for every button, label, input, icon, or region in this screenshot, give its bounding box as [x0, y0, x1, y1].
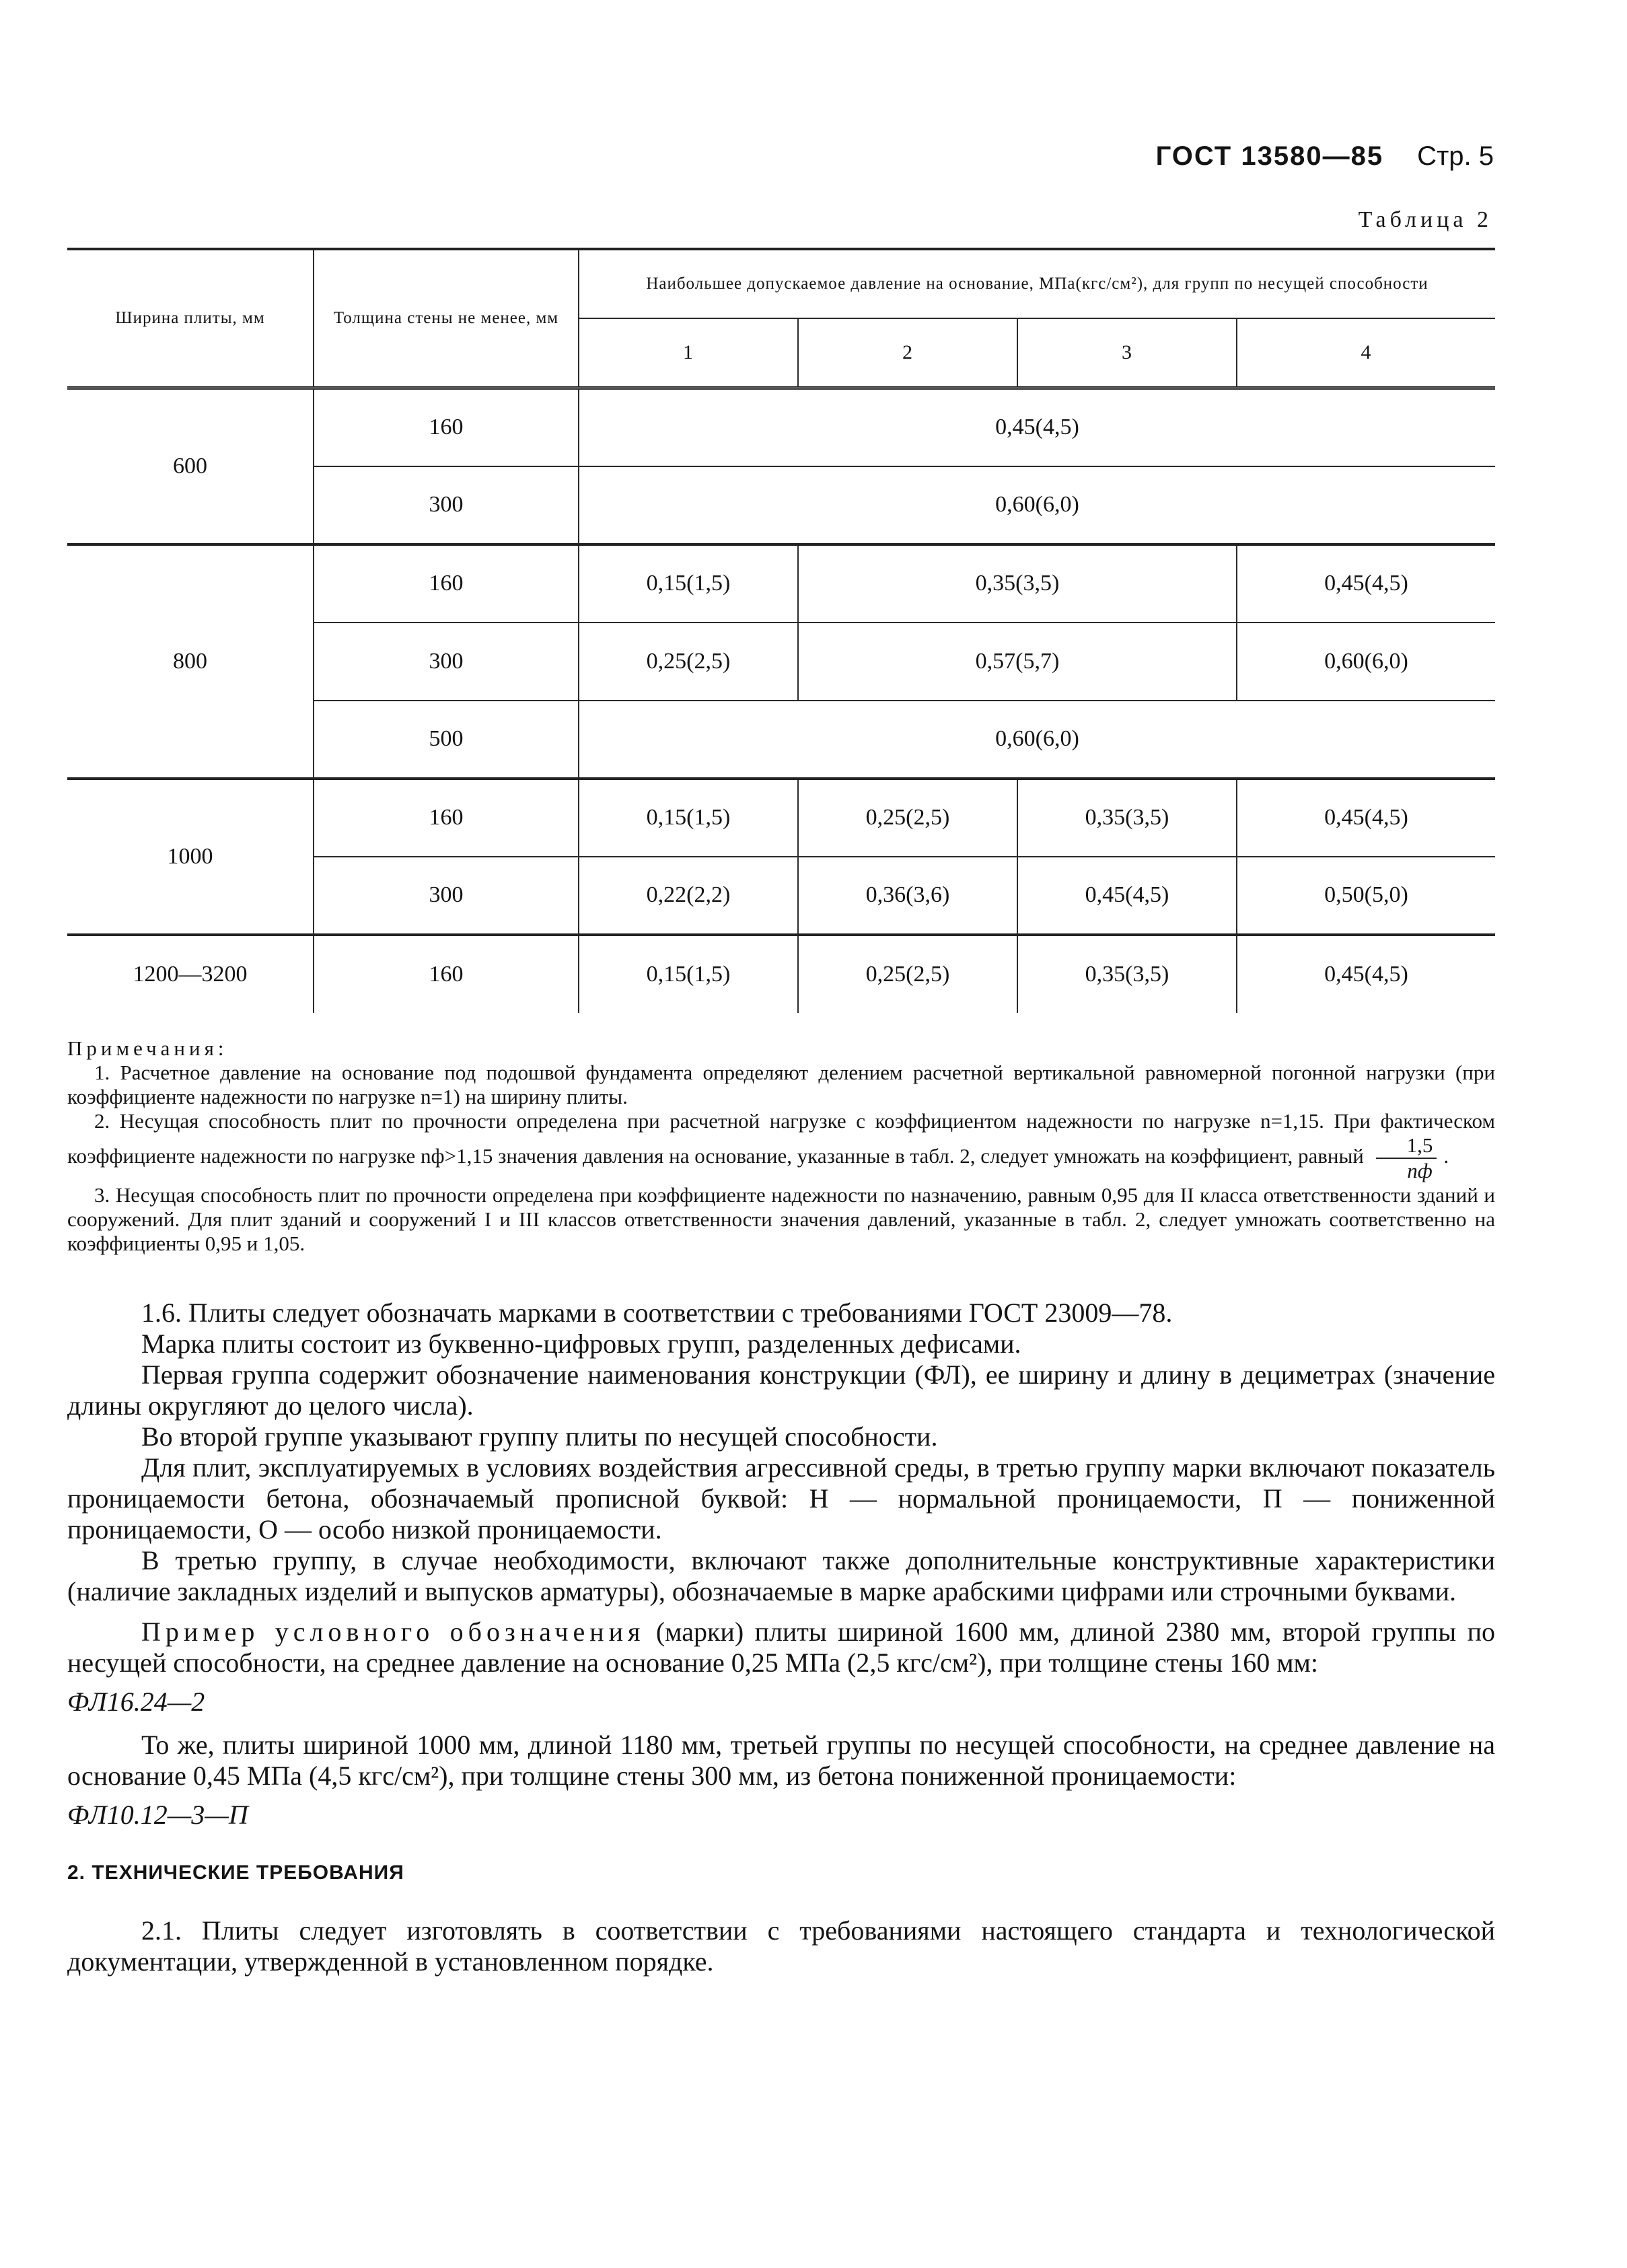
group-number-2: 2 [798, 318, 1017, 388]
group-number-1: 1 [579, 318, 798, 388]
value-cell: 0,60(6,0) [1237, 623, 1495, 701]
col-header-pressure: Наибольшее допускаемое давление на основание, МПа(кгс/см²), для групп по несущей способности [579, 249, 1495, 318]
section-heading: 2. ТЕХНИЧЕСКИЕ ТРЕБОВАНИЯ [67, 1862, 404, 1884]
wall-cell: 300 [314, 623, 579, 701]
value-cell: 0,25(2,5) [798, 935, 1017, 1013]
wall-cell: 160 [314, 779, 579, 857]
paragraph: В третью группу, в случае необходимости, включают также дополнительные конструктивные характеристики (наличие закладных изделий и выпусков арматуры), обозначаемые в марке арабскими цифрами или строчными буквами. [67, 1545, 1495, 1606]
table-caption: Таблица 2 [1358, 207, 1492, 232]
table-notes [67, 1036, 1495, 1256]
value-cell: 0,60(6,0) [579, 701, 1495, 779]
table-row [67, 935, 1495, 1013]
col-header-wall: Толщина стены не менее, мм [314, 249, 579, 388]
value-cell: 0,15(1,5) [579, 779, 798, 857]
note-2-text: 2. Несущая способность плит по прочности определена при расчетной нагрузке с коэффициентом надежности по нагрузке n=1,15. При фактическом коэффициенте надежности по нагрузке nф>1,15 значения давления на основание, указанные в табл. 2, следует умножать на коэффициент, равный [67, 1109, 1495, 1168]
value-cell: 0,45(4,5) [1237, 935, 1495, 1013]
value-cell: 0,25(2,5) [798, 779, 1017, 857]
paragraph: Во второй группе указывают группу плиты по несущей способности. [141, 1421, 938, 1452]
main-text [67, 1298, 1495, 1977]
value-cell: 0,15(1,5) [579, 544, 798, 623]
coefficient-fraction [1376, 1133, 1437, 1183]
value-cell: 0,35(3,5) [1017, 779, 1237, 857]
table-row [67, 388, 1495, 466]
value-cell: 0,25(2,5) [579, 623, 798, 701]
paragraph: То же, плиты шириной 1000 мм, длиной 1180 мм, третьей группы по несущей способности, на среднее давление на основание 0,45 МПа (4,5 кгс/см²), при толщине стены 300 мм, из бетона пониженной проницаемости: [67, 1730, 1495, 1791]
example-paragraph [67, 1617, 1495, 1678]
example-label: Пример условного обозначения [141, 1617, 645, 1647]
value-cell: 0,15(1,5) [579, 935, 798, 1013]
value-cell: 0,50(5,0) [1237, 857, 1495, 935]
group-number-4: 4 [1237, 318, 1495, 388]
col-header-width: Ширина плиты, мм [67, 249, 314, 388]
paragraph: 1.6. Плиты следует обозначать марками в соответствии с требованиями ГОСТ 23009—78. [141, 1298, 1173, 1328]
paragraph: 2.1. Плиты следует изготовлять в соответствии с требованиями настоящего стандарта и технологической документации, утвержденной в установленном порядке. [67, 1915, 1495, 1977]
value-cell: 0,35(3,5) [798, 544, 1237, 623]
value-cell: 0,36(3,6) [798, 857, 1017, 935]
value-cell: 0,35(3,5) [1017, 935, 1237, 1013]
value-cell: 0,57(5,7) [798, 623, 1237, 701]
table-row [67, 544, 1495, 623]
value-cell: 0,45(4,5) [1017, 857, 1237, 935]
wall-cell: 160 [314, 388, 579, 466]
value-cell: 0,60(6,0) [579, 466, 1495, 544]
paragraph: Первая группа содержит обозначение наименования конструкции (ФЛ), ее ширину и длину в дециметрах (значение длины округляют до целого числа). [67, 1359, 1495, 1421]
width-cell: 1200—3200 [67, 935, 314, 1013]
page-number: Стр. 5 [1417, 141, 1494, 171]
width-cell: 600 [67, 388, 314, 544]
standard-number: ГОСТ 13580—85 [1155, 141, 1384, 171]
paragraph: Для плит, эксплуатируемых в условиях воздействия агрессивной среды, в третью группу марки включают показатель проницаемости бетона, обозначаемый прописной буквой: Н — нормальной проницаемости, П — пониженной проницаемости, О — особо низкой проницаемости. [67, 1452, 1495, 1545]
wall-cell: 160 [314, 544, 579, 623]
paragraph: Марка плиты состоит из буквенно-цифровых групп, разделенных дефисами. [141, 1328, 1021, 1359]
fraction-denominator: nф [1407, 1159, 1433, 1182]
notes-title: Примечания: [67, 1036, 228, 1060]
example-text: (марки) плиты шириной 1600 мм, длиной 2380 мм, второй группы по несущей способности, на среднее давление на основание 0,25 МПа (2,5 кгс/см²), при толщине стены 160 мм: [67, 1617, 1495, 1678]
value-cell: 0,22(2,2) [579, 857, 798, 935]
note-2: 2. Несущая способность плит по прочности определена при расчетной нагрузке с коэффициентом надежности по нагрузке n=1,15. При фактическом коэффициенте надежности по нагрузке nф>1,15 значения давления на основание, указанные в табл. 2, следует умножать на коэффициент, равный $\frac{1,5}{nф}$ . [67, 1109, 1495, 1182]
wall-cell: 300 [314, 466, 579, 544]
table-row [67, 779, 1495, 857]
note-1: 1. Расчетное давление на основание под подошвой фундамента определяют делением расчетной вертикальной равномерной погонной нагрузки (при коэффициенте надежности по нагрузке n=1) на ширину плиты. [67, 1061, 1495, 1108]
value-cell: 0,45(4,5) [1237, 779, 1495, 857]
wall-cell: 300 [314, 857, 579, 935]
designation-formula: ФЛ10.12—3—П [67, 1800, 248, 1830]
group-number-3: 3 [1017, 318, 1237, 388]
value-cell: 0,45(4,5) [1237, 544, 1495, 623]
wall-cell: 160 [314, 935, 579, 1013]
note-3: 3. Несущая способность плит по прочности определена при коэффициенте надежности по назначению, равным 0,95 для II класса ответственности зданий и сооружений. Для плит зданий и сооружений I и III классов ответственности значения давлений, указанные в табл. 2, следует умножать соответственно на коэффициенты 0,95 и 1,05. [67, 1183, 1495, 1255]
pressure-table [67, 248, 1495, 1013]
value-cell: 0,45(4,5) [579, 388, 1495, 466]
fraction-numerator: 1,5 [1376, 1133, 1437, 1159]
designation-formula: ФЛ16.24—2 [67, 1687, 205, 1717]
wall-cell: 500 [314, 701, 579, 779]
width-cell: 800 [67, 544, 314, 779]
page-header [1156, 140, 1494, 172]
width-cell: 1000 [67, 779, 314, 935]
